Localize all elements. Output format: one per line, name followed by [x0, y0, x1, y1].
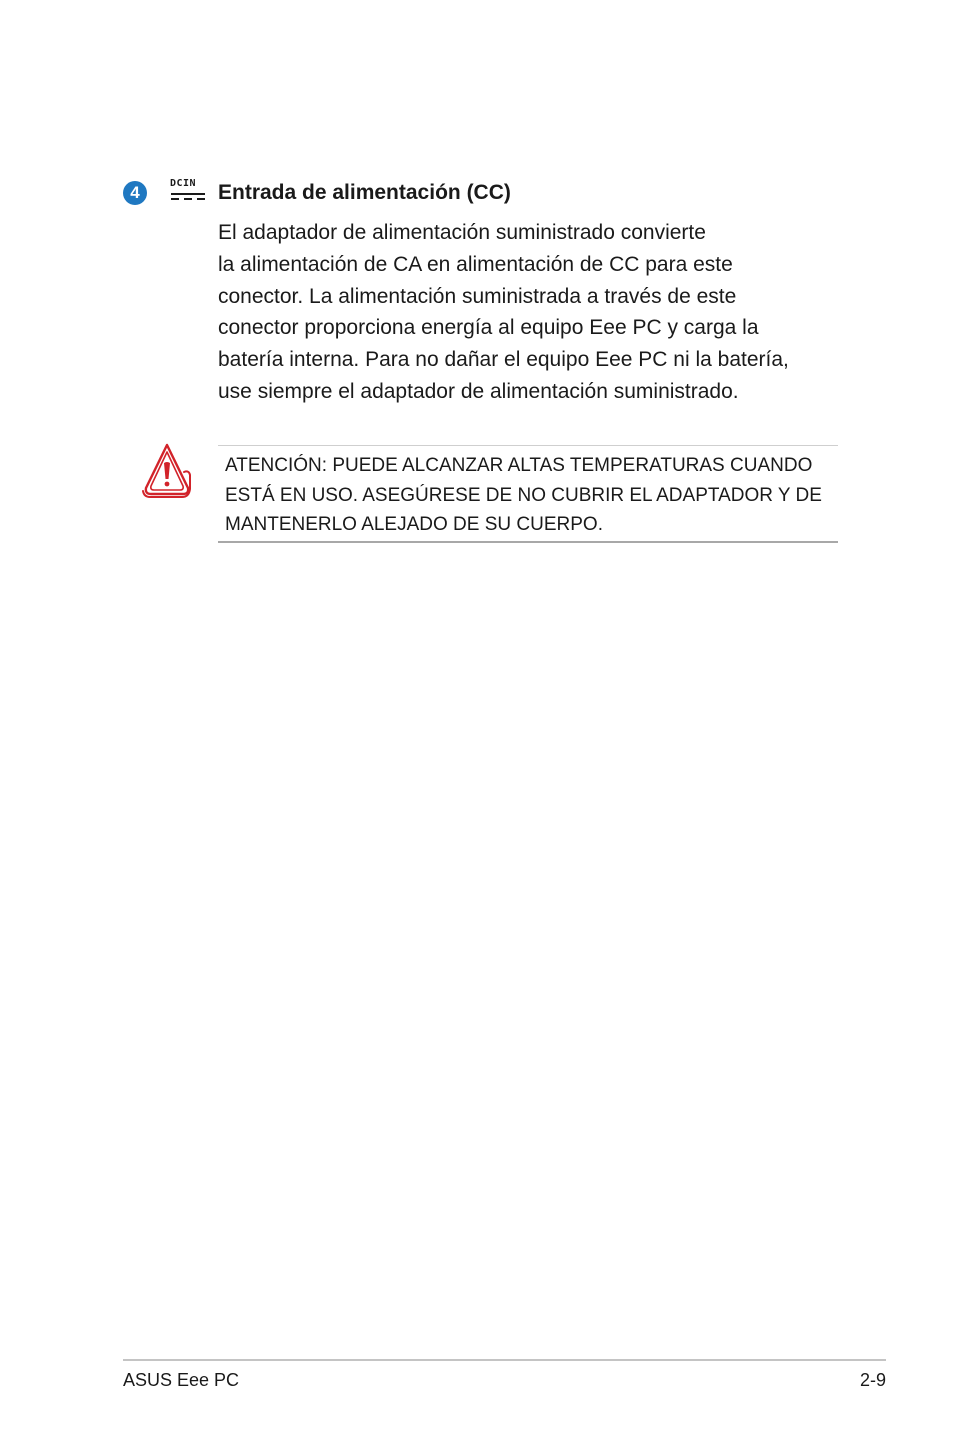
body-line: use siempre el adaptador de alimentación suministrado. — [218, 379, 739, 403]
warning-hand-icon — [140, 442, 194, 500]
footer-product-name: ASUS Eee PC — [123, 1370, 240, 1390]
body-line: la alimentación de CA en alimentación de CC para este — [218, 252, 733, 276]
dc-in-port-icon — [170, 178, 208, 204]
dc-in-label: DCIN — [170, 178, 197, 189]
body-line: El adaptador de alimentación suministrado convierte — [218, 221, 706, 244]
warning-line: MANTENERLO ALEJADO DE SU CUERPO. — [225, 514, 603, 535]
dc-dashed-bar — [171, 198, 205, 200]
dc-solid-bar — [171, 193, 205, 195]
footer-page-number: 2-9 — [859, 1370, 886, 1390]
footer-rule — [123, 1359, 886, 1361]
warning-text — [225, 451, 835, 540]
body-line: conector proporciona energía al equipo Eee PC y carga la — [218, 316, 759, 340]
section-body — [218, 217, 848, 408]
body-line: batería interna. Para no dañar el equipo Eee PC ni la batería, — [218, 348, 789, 372]
section-title: Entrada de alimentación (CC) — [218, 181, 511, 204]
warning-line: ATENCIÓN: PUEDE ALCANZAR ALTAS TEMPERATURAS CUANDO — [225, 455, 813, 476]
warning-box — [218, 445, 838, 543]
item-number-badge: 4 — [123, 181, 147, 205]
body-line: conector. La alimentación suministrada a través de este — [218, 284, 737, 308]
warning-line: ESTÁ EN USO. ASEGÚRESE DE NO CUBRIR EL ADAPTADOR Y DE — [225, 484, 822, 506]
